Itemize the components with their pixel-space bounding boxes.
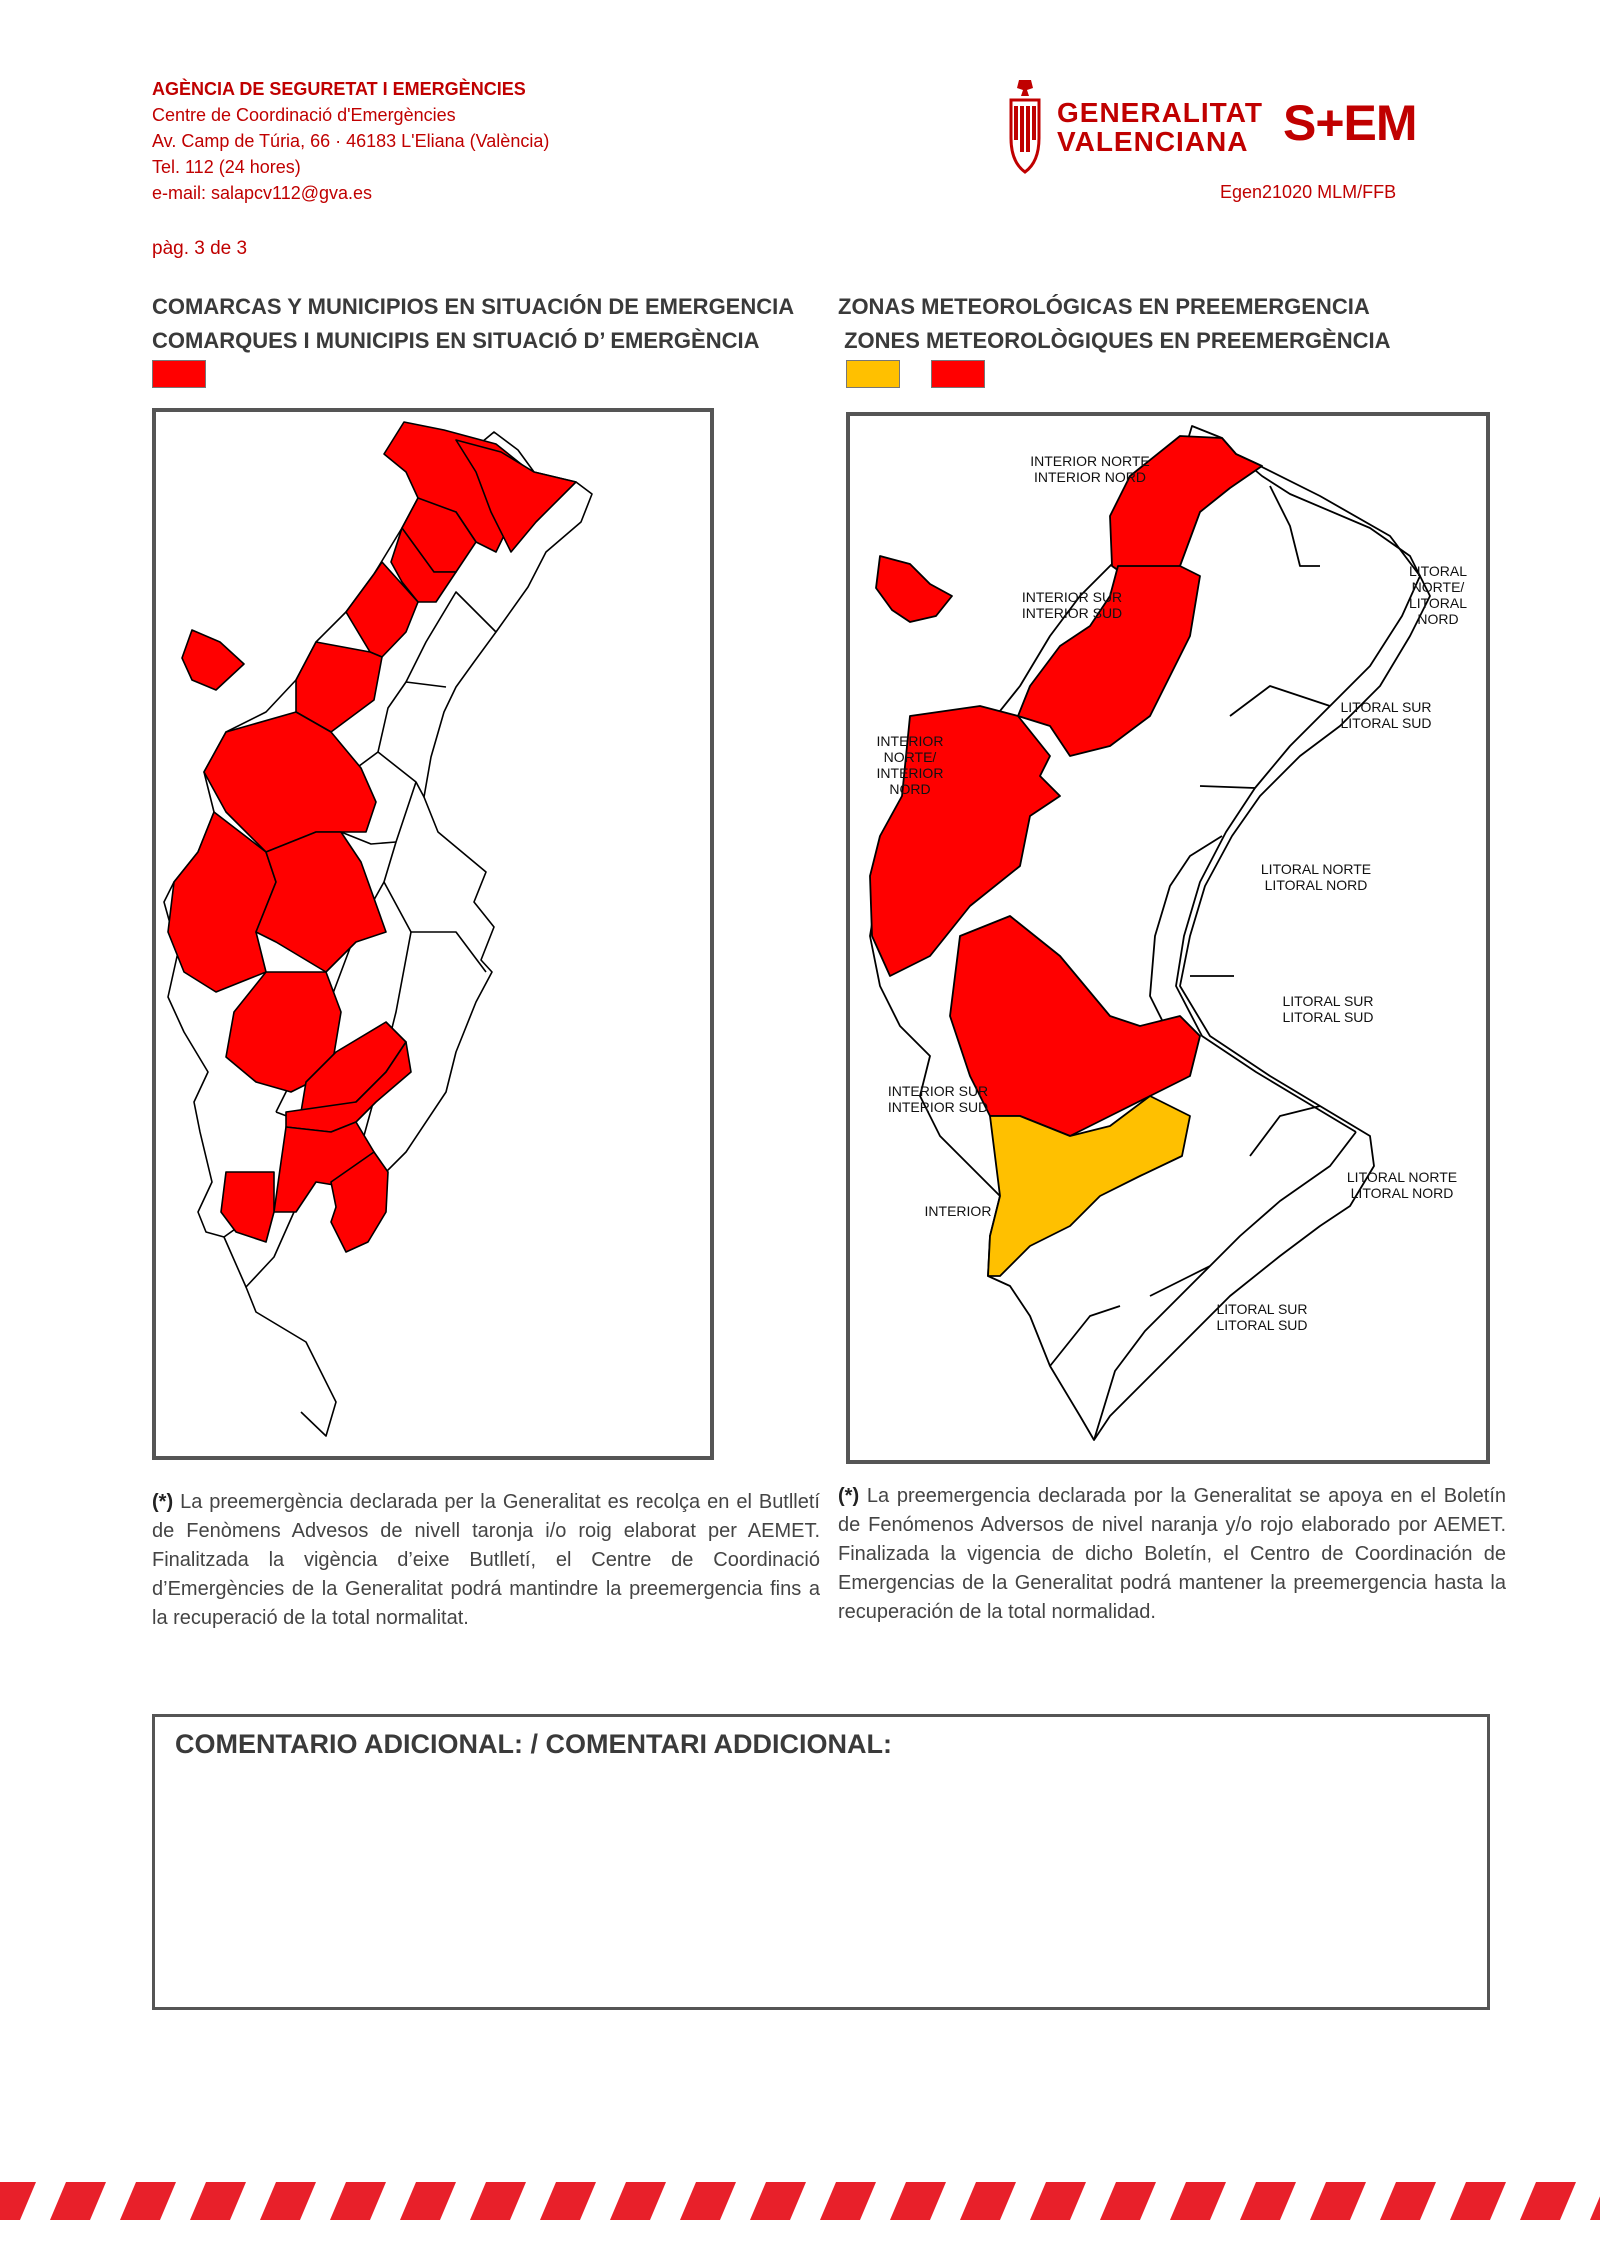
stripe <box>1450 2182 1506 2220</box>
emergency-map-svg <box>156 412 710 1456</box>
email-link[interactable]: e-mail: salapcv112@gva.es <box>152 183 373 203</box>
emergency-map <box>152 408 714 1460</box>
stripe <box>540 2182 596 2220</box>
phone: Tel. 112 (24 hores) <box>152 157 301 177</box>
stripe <box>1240 2182 1296 2220</box>
zone-label: LITORAL NORTE LITORAL NORD <box>1346 1169 1458 1201</box>
stripe <box>260 2182 316 2220</box>
stripe <box>50 2182 106 2220</box>
additional-comment-box <box>152 1714 1490 2010</box>
stripe <box>1310 2182 1366 2220</box>
note-marker: (*) <box>152 1491 174 1513</box>
legend-swatch-red <box>931 360 985 388</box>
zone-label: INTERIOR SUR INTERIOR SUD <box>1021 589 1123 621</box>
zone-label: INTERIOR NORTE/ INTERIOR NORD <box>876 733 944 797</box>
zone-label: LITORAL SUR LITORAL SUD <box>1282 993 1374 1025</box>
stripe <box>120 2182 176 2220</box>
stripe <box>0 2182 36 2220</box>
decorative-stripe-bar <box>0 2182 1600 2220</box>
note-marker: (*) <box>838 1485 860 1507</box>
zone-label: INTERIOR SUR INTERIOR SUD <box>887 1083 989 1115</box>
stripe <box>330 2182 386 2220</box>
zone-label: LITORAL NORTE/ LITORAL NORD <box>1408 563 1468 627</box>
stripe <box>470 2182 526 2220</box>
zone-label: LITORAL NORTE LITORAL NORD <box>1260 861 1372 893</box>
stripe-bar-svg <box>0 2182 1600 2220</box>
note-text: La preemergència declarada per la Generalitat es recolça en el Butlletí de Fenòmens Advesos de nivell taronja i/o roig elaborat per AEMET. Finalitzada la vigència d’eixe Butlletí, el Centre de Coordinació d’Emergències de la Generalitat podrá mantindre la preemergencia fins a la recuperació de la total normalitat. <box>152 1491 820 1629</box>
stripe <box>190 2182 246 2220</box>
border-line <box>246 1287 336 1436</box>
stripe <box>1170 2182 1226 2220</box>
generalitat-wordmark: GENERALITAT VALENCIANA <box>1057 97 1263 157</box>
address: Av. Camp de Túria, 66 · 46183 L'Eliana (València) <box>152 131 550 151</box>
reference-code: Egen21020 MLM/FFB <box>1220 182 1397 202</box>
legend-swatch-orange <box>846 360 900 388</box>
legend-swatch-emergency <box>152 360 206 388</box>
comment-title: COMENTARIO ADICIONAL: / COMENTARI ADDICIONAL: <box>175 1729 892 1759</box>
zone-label: INTERIOR <box>924 1203 992 1219</box>
shield-icon <box>1005 78 1045 174</box>
note-valencian <box>152 1488 820 1633</box>
zones-map-svg <box>850 416 1486 1460</box>
stripe <box>400 2182 456 2220</box>
stripe <box>960 2182 1016 2220</box>
stripe <box>1380 2182 1436 2220</box>
emergency-section-title: COMARCAS Y MUNICIPIOS EN SITUACIÓN DE EMERGENCIA COMARQUES I MUNICIPIS EN SITUACIÓ D’ EMERGÈNCIA <box>152 294 795 353</box>
center-name: Centre de Coordinació d'Emergències <box>152 105 456 125</box>
stripe <box>1520 2182 1576 2220</box>
stripe <box>610 2182 666 2220</box>
stripe <box>1030 2182 1086 2220</box>
note-spanish <box>838 1482 1506 1627</box>
agency-name: AGÈNCIA DE SEGURETAT I EMERGÈNCIES <box>152 79 526 99</box>
stripe <box>820 2182 876 2220</box>
sem-logo: S+EM <box>1283 95 1417 151</box>
meteorological-zones-map <box>846 412 1490 1464</box>
stripe <box>680 2182 736 2220</box>
zone-label: LITORAL SUR LITORAL SUD <box>1340 699 1432 731</box>
preemergency-section-title: ZONAS METEOROLÓGICAS EN PREEMERGENCIA ZONES METEOROLÒGIQUES EN PREEMERGÈNCIA <box>838 294 1391 353</box>
zone-label: INTERIOR NORTE INTERIOR NORD <box>1030 453 1150 485</box>
sender-block <box>152 76 752 206</box>
zone-label: LITORAL SUR LITORAL SUD <box>1216 1301 1308 1333</box>
generalitat-logo <box>1005 78 1263 178</box>
page-number: pàg. 3 de 3 <box>152 238 248 259</box>
stripe <box>750 2182 806 2220</box>
stripe <box>1100 2182 1156 2220</box>
stripe <box>890 2182 946 2220</box>
emergency-area <box>182 630 244 690</box>
stripe <box>1590 2182 1600 2220</box>
note-text: La preemergencia declarada por la Generalitat se apoya en el Boletín de Fenómenos Adversos de nivel naranja y/o rojo elaborado por AEMET. Finalizada la vigencia de dicho Boletín, el Centro de Coordinación de Emergencias de la Generalitat podrá mantener la preemergencia hasta la recuperación de la total normalidad. <box>838 1485 1506 1623</box>
zone-interior-norte-west-red <box>876 556 952 622</box>
